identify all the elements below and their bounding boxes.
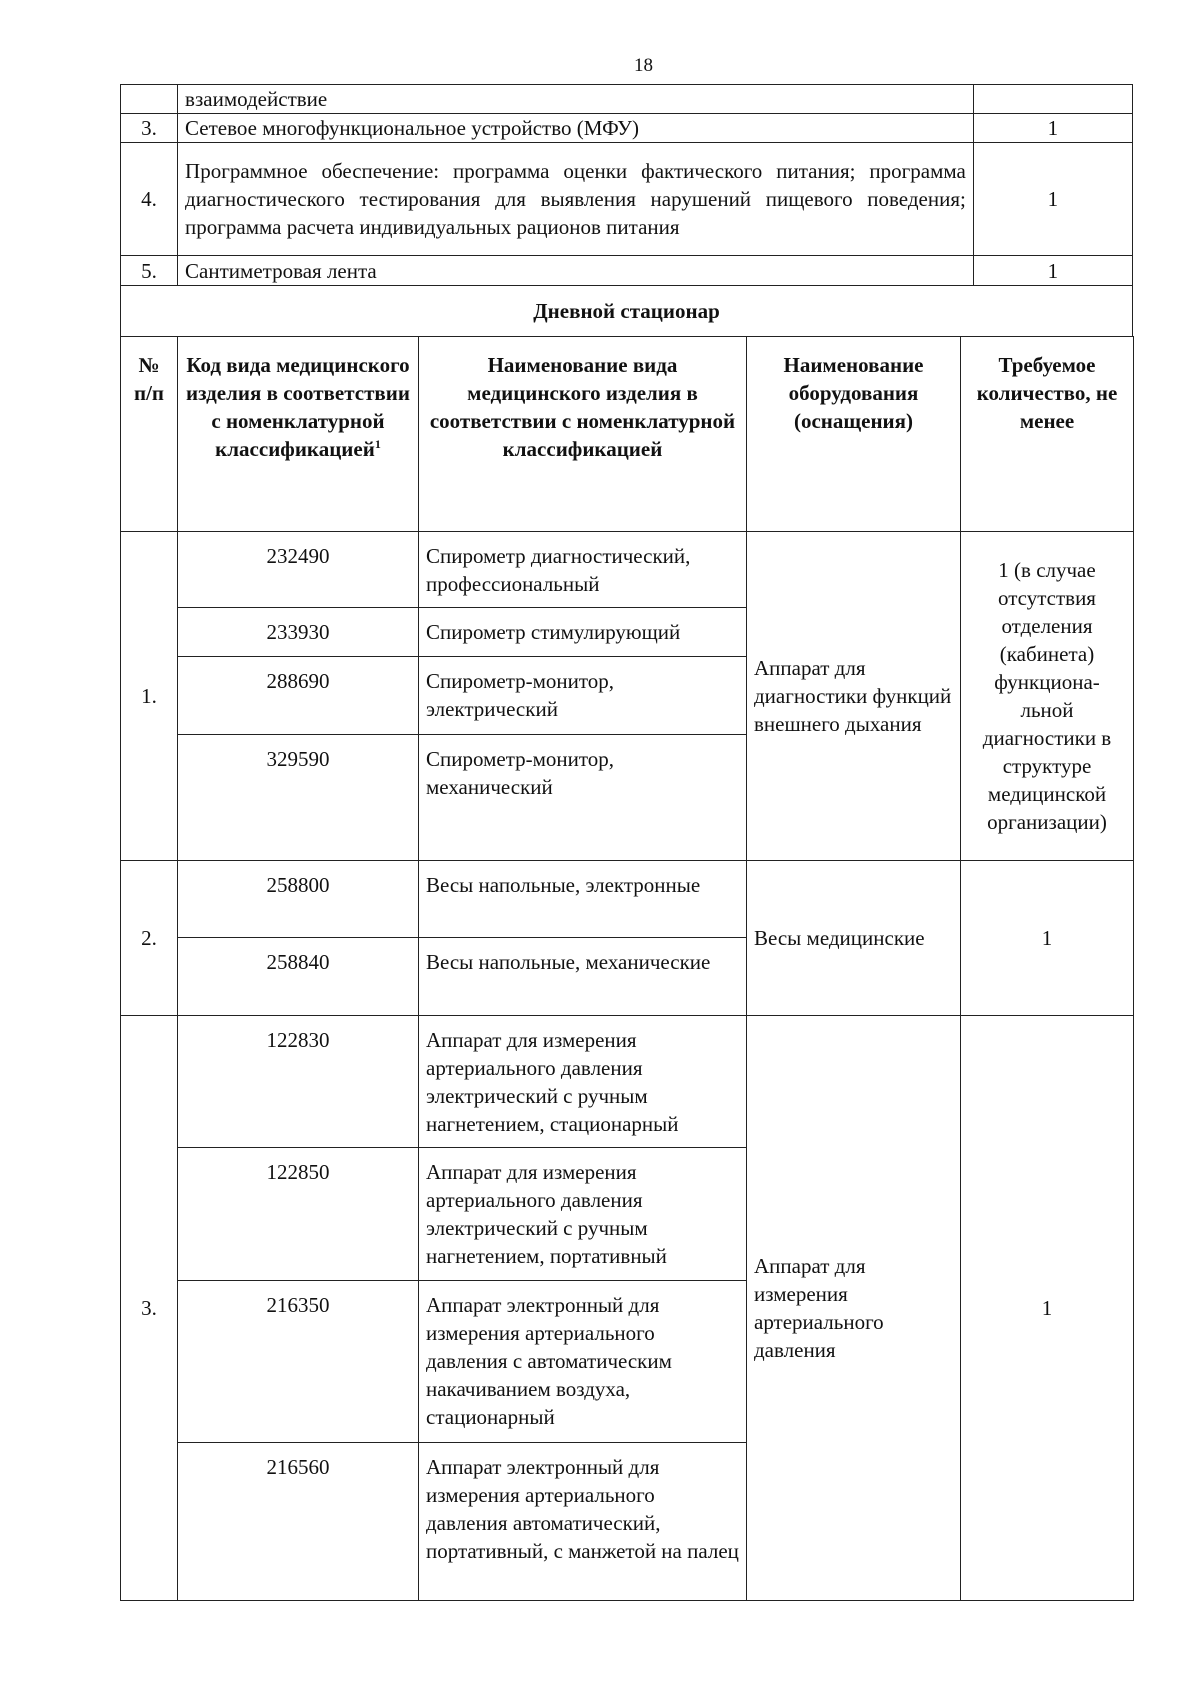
group-number: 2. <box>121 861 178 1016</box>
row-number: 5. <box>121 256 178 286</box>
header-num: № п/п <box>121 337 178 532</box>
header-row <box>121 337 1134 532</box>
item-name: Спирометр-монитор, электрический <box>419 657 747 735</box>
item-code: 258800 <box>178 861 419 938</box>
item-code: 233930 <box>178 608 419 657</box>
item-name: Аппарат для измерения артериального давления электрический с ручным нагнетением, стационарный <box>419 1016 747 1148</box>
row-text: Программное обеспечение: программа оценки фактического питания; программа диагностического тестирования для выявления нарушений пищевого поведения; программа расчета индивидуальных рационов питания <box>178 143 974 256</box>
item-code: 232490 <box>178 532 419 608</box>
equipment-name: Весы медицинские <box>747 861 961 1016</box>
table-row <box>121 85 1133 114</box>
table-row <box>121 143 1133 256</box>
section-title: Дневной стационар <box>121 286 1133 337</box>
row-number <box>121 85 178 114</box>
table-row <box>121 532 1134 608</box>
row-text: Сантиметровая лента <box>178 256 974 286</box>
item-code: 122850 <box>178 1148 419 1281</box>
item-name: Весы напольные, механические <box>419 938 747 1016</box>
group-number: 3. <box>121 1016 178 1601</box>
item-name: Аппарат электронный для измерения артериального давления автоматический, портативный, с манжетой на палец <box>419 1443 747 1601</box>
item-code: 216350 <box>178 1281 419 1443</box>
footnote-marker: 1 <box>374 437 381 451</box>
header-qty: Требуемое количество, не менее <box>961 337 1134 532</box>
item-code: 216560 <box>178 1443 419 1601</box>
row-number: 4. <box>121 143 178 256</box>
equipment-table-top <box>120 84 1133 337</box>
item-code: 288690 <box>178 657 419 735</box>
row-qty: 1 <box>973 143 1132 256</box>
item-name: Аппарат для измерения артериального давления электрический с ручным нагнетением, портативный <box>419 1148 747 1281</box>
group-number: 1. <box>121 532 178 861</box>
item-name: Спирометр-монитор, механический <box>419 735 747 861</box>
item-code: 258840 <box>178 938 419 1016</box>
equipment-name: Аппарат для измерения артериального давления <box>747 1016 961 1601</box>
table-row <box>121 114 1133 143</box>
table-row <box>121 861 1134 938</box>
header-code-text: Код вида медицинского изделия в соответствии с номенклатурной классификацией <box>186 353 410 461</box>
row-number: 3. <box>121 114 178 143</box>
equipment-table-day-hospital <box>120 336 1134 1601</box>
header-code <box>178 337 419 532</box>
row-qty: 1 <box>973 256 1132 286</box>
required-qty: 1 (в случае отсутствия отделения (кабинета) функциона-льной диагностики в структуре медицинской организации) <box>961 532 1134 861</box>
item-name: Спирометр стимулирующий <box>419 608 747 657</box>
item-name: Аппарат электронный для измерения артериального давления с автоматическим накачиванием воздуха, стационарный <box>419 1281 747 1443</box>
equipment-name: Аппарат для диагностики функций внешнего дыхания <box>747 532 961 861</box>
required-qty: 1 <box>961 1016 1134 1601</box>
table-row <box>121 256 1133 286</box>
header-equipment: Наименование оборудования (оснащения) <box>747 337 961 532</box>
required-qty: 1 <box>961 861 1134 1016</box>
row-qty: 1 <box>973 114 1132 143</box>
item-name: Весы напольные, электронные <box>419 861 747 938</box>
section-row <box>121 286 1133 337</box>
item-code: 122830 <box>178 1016 419 1148</box>
item-code: 329590 <box>178 735 419 861</box>
header-name: Наименование вида медицинского изделия в соответствии с номенклатурной классификацией <box>419 337 747 532</box>
page-number: 18 <box>634 55 653 76</box>
row-qty <box>973 85 1132 114</box>
row-text: взаимодействие <box>178 85 974 114</box>
table-row <box>121 1016 1134 1148</box>
item-name: Спирометр диагностический, профессиональный <box>419 532 747 608</box>
row-text: Сетевое многофункциональное устройство (МФУ) <box>178 114 974 143</box>
